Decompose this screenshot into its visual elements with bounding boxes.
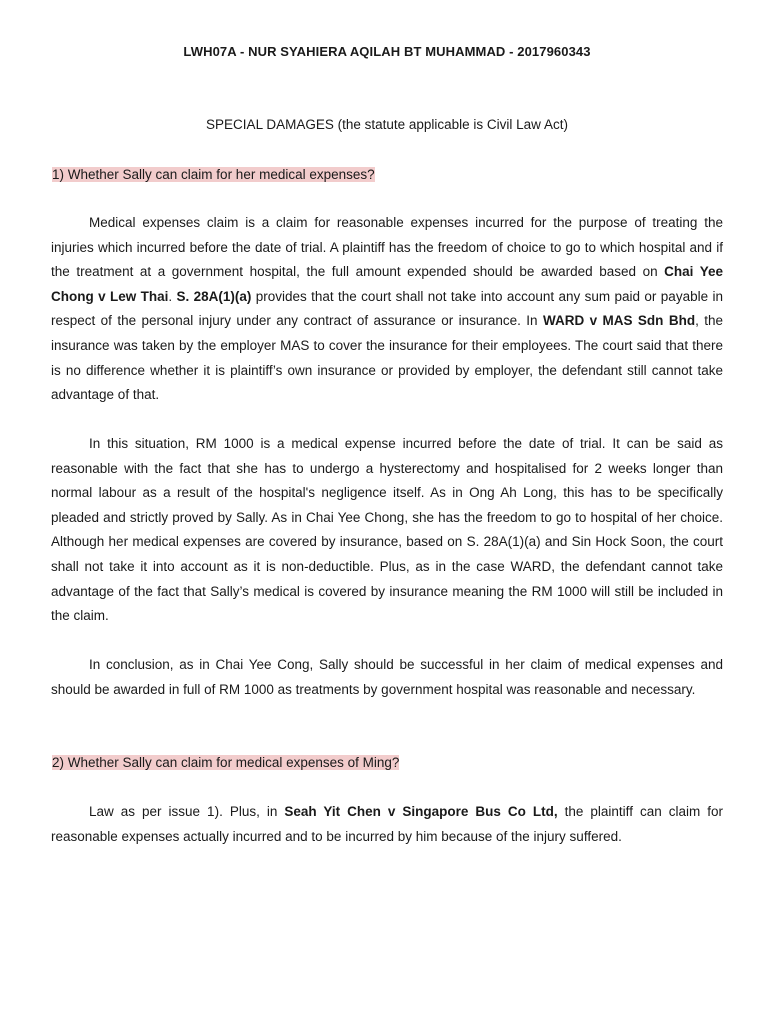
case-citation-chai-yee-chong: Chai Yee Chong v Lew Thai — [51, 264, 723, 304]
issue-2-paragraph-1 — [51, 800, 723, 849]
issue-1-paragraph-1 — [51, 211, 723, 408]
issue-1-p1-text-2: . — [168, 288, 177, 304]
issue-1-heading-text: 1) Whether Sally can claim for her medical expenses? — [52, 167, 375, 182]
issue-2-p1-text-2: the plaintiff can claim for reasonable expenses actually incurred and to be incurred by him because of the injury suffered. — [51, 804, 723, 844]
issue-1-p1-text-3: provides that the court shall not take into account any sum paid or payable in respect of the personal injury under any contract of assurance or insurance. In — [51, 288, 723, 329]
issue-2-p1-text-1: Law as per issue 1). Plus, in — [89, 804, 285, 819]
issue-2-heading — [51, 753, 400, 773]
case-citation-seah-yit-chen: Seah Yit Chen v Singapore Bus Co Ltd, — [284, 804, 558, 819]
issue-1-paragraph-3: In conclusion, as in Chai Yee Cong, Sally should be successful in her claim of medical expenses and should be awarded in full of RM 1000 as treatments by government hospital was reasonable and necessary. — [51, 657, 723, 697]
case-citation-ward-v-mas: WARD v MAS Sdn Bhd — [542, 313, 696, 329]
issue-2-heading-text: 2) Whether Sally can claim for medical expenses of Ming? — [52, 755, 400, 770]
issue-1-p1-text-1: Medical expenses claim is a claim for reasonable expenses incurred for the purpose of treating the injuries which incurred before the date of trial. A plaintiff has the freedom of choice to go to which hospital and if the treatment at a government hospital, the full amount expended should be awarded based on — [51, 215, 723, 280]
issue-1-paragraph-2: In this situation, RM 1000 is a medical expense incurred before the date of trial. It can be said as reasonable with the fact that she has to undergo a hysterectomy and hospitalised for 2 weeks longer than normal labour as a result of the hospital's negligence itself. As in Ong Ah Long, this has to be specifically pleaded and strictly proved by Sally. As in Chai Yee Chong, she has the freedom to go to hospital of her choice. Although her medical expenses are covered by insurance, based on S. 28A(1)(a) and Sin Hock Soon, the court shall not take it into account as it is non-deductible. Plus, as in the case WARD, the defendant cannot take advantage of the fact that Sally’s medical is covered by insurance meaning the RM 1000 will still be included in the claim. — [51, 436, 723, 624]
section-title: SPECIAL DAMAGES (the statute applicable is Civil Law Act) — [206, 117, 568, 132]
issue-1-heading — [51, 165, 376, 185]
statute-citation-s28a: S. 28A(1)(a) — [176, 288, 252, 304]
document-header: LWH07A - NUR SYAHIERA AQILAH BT MUHAMMAD - 2017960343 — [183, 44, 591, 59]
issue-1-p1-text-4: , the insurance was taken by the employer MAS to cover the insurance for their employees. The court said that there is no difference whether it is plaintiff’s own insurance or provided by employer, the defendant still cannot take advantage of that. — [51, 313, 723, 403]
